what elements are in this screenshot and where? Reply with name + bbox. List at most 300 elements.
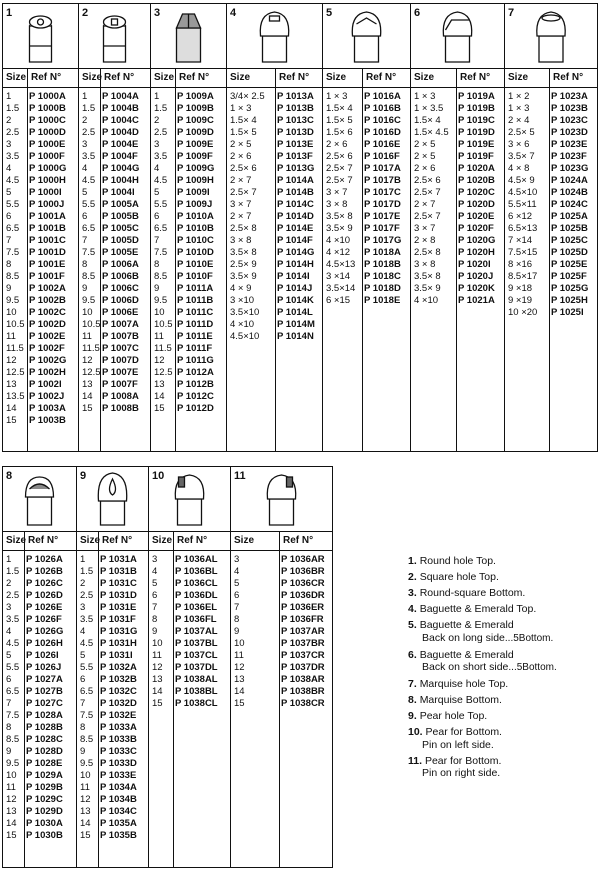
size-cell: 13: [80, 806, 91, 817]
ref-cell: P 1000A: [29, 91, 66, 102]
ref-cell: P 1030A: [26, 818, 63, 829]
shape-illustration: [227, 4, 322, 68]
table-row: [227, 199, 322, 211]
ref-cell: P 1001E: [29, 259, 66, 270]
table-row: [79, 355, 150, 367]
shape-column-10: [149, 467, 231, 867]
size-cell: 2 × 4: [508, 115, 530, 126]
table-row: [323, 103, 410, 115]
table-row: [3, 403, 78, 415]
ref-cell: P 1025F: [551, 271, 587, 282]
table-row: [79, 379, 150, 391]
size-cell: 12: [80, 794, 91, 805]
ref-cell: P 1014G: [277, 247, 315, 258]
size-cell: 3 × 7: [230, 199, 252, 210]
table-row: [505, 247, 597, 259]
table-row: [151, 367, 226, 379]
size-cell: 14: [6, 403, 17, 414]
table-row: [323, 259, 410, 271]
table-row: [151, 283, 226, 295]
size-header: Size: [152, 535, 173, 546]
table-row: [77, 626, 148, 638]
legend-number: 8.: [408, 694, 417, 706]
legend-text: Marquise Bottom.: [419, 694, 502, 706]
ref-cell: P 1000D: [29, 127, 66, 138]
legend-number: 6.: [408, 648, 417, 661]
size-ref-list: [151, 91, 226, 415]
ref-cell: P 1009A: [177, 91, 214, 102]
size-cell: 5: [82, 187, 88, 198]
table-row: [323, 127, 410, 139]
table-row: [151, 403, 226, 415]
table-row: [231, 566, 332, 578]
table-row: [3, 710, 76, 722]
ref-cell: P 1026E: [26, 602, 63, 613]
size-cell: 11: [82, 331, 92, 342]
shape-column-3: [151, 4, 227, 451]
size-cell: 9.5: [154, 295, 168, 306]
size-cell: 10.5: [82, 319, 101, 330]
table-row: [77, 698, 148, 710]
ref-cell: P 1010A: [177, 211, 214, 222]
ref-cell: P 1019D: [458, 127, 495, 138]
table-row: [3, 247, 78, 259]
size-cell: 9: [154, 283, 160, 294]
ref-cell: P 1006B: [102, 271, 139, 282]
ref-cell: P 1007C: [102, 343, 139, 354]
ref-cell: P 1011F: [177, 343, 213, 354]
size-cell: 9: [6, 283, 12, 294]
size-cell: 6.5: [80, 686, 94, 697]
table-row: [151, 115, 226, 127]
table-row: [149, 554, 230, 566]
ref-cell: P 1026J: [26, 662, 62, 673]
table-row: [77, 770, 148, 782]
size-cell: 9: [234, 626, 240, 637]
ref-cell: P 1033E: [100, 770, 137, 781]
size-cell: 4: [234, 566, 240, 577]
ref-cell: P 1017F: [364, 223, 400, 234]
legend-item: [408, 649, 598, 675]
table-row: [151, 151, 226, 163]
ref-cell: P 1005A: [102, 199, 139, 210]
table-row: [149, 686, 230, 698]
table-row: [3, 367, 78, 379]
table-row: [323, 175, 410, 187]
size-cell: 2.5× 7: [326, 163, 353, 174]
table-row: [79, 103, 150, 115]
legend-text-line2: Pin on left side.: [422, 738, 494, 751]
ref-cell: P 1016C: [364, 115, 401, 126]
size-cell: 3: [6, 602, 12, 613]
size-cell: 3 ×10: [230, 295, 255, 306]
legend-item: [408, 619, 598, 645]
table-row: [79, 319, 150, 331]
size-cell: 4.5: [154, 175, 168, 186]
ref-cell: P 1016F: [364, 151, 400, 162]
ref-cell: P 1010C: [177, 235, 214, 246]
table-row: [151, 247, 226, 259]
table-row: [3, 259, 78, 271]
size-ref-list: [3, 91, 78, 427]
legend-item: [408, 603, 598, 616]
table-row: [323, 115, 410, 127]
shape-illustration: [151, 4, 226, 68]
ref-cell: P 1025C: [551, 235, 588, 246]
ref-cell: P 1031H: [100, 638, 137, 649]
ref-cell: P 1012D: [177, 403, 214, 414]
size-cell: 1.5× 5: [230, 127, 257, 138]
table-row: [3, 331, 78, 343]
table-row: [77, 830, 148, 842]
ref-header: Ref N°: [553, 72, 584, 83]
size-header: Size: [234, 535, 255, 546]
ref-cell: P 1012A: [177, 367, 214, 378]
ref-cell: P 1002I: [29, 379, 62, 390]
size-cell: 11: [6, 782, 16, 793]
size-cell: 8: [152, 614, 158, 625]
ref-cell: P 1005E: [102, 247, 139, 258]
size-cell: 12.5: [82, 367, 101, 378]
size-cell: 4 × 9: [230, 283, 252, 294]
legend-number: 1.: [408, 555, 417, 567]
ref-cell: P 1017C: [364, 187, 401, 198]
size-cell: 2.5: [80, 590, 94, 601]
table-row: [3, 127, 78, 139]
size-cell: 1.5× 4.5: [414, 127, 449, 138]
table-row: [227, 151, 322, 163]
table-row: [411, 163, 504, 175]
size-cell: 3: [154, 139, 160, 150]
table-row: [151, 91, 226, 103]
size-cell: 2 × 6: [326, 139, 348, 150]
ref-cell: P 1016B: [364, 103, 401, 114]
table-row: [3, 319, 78, 331]
size-cell: 8: [234, 614, 240, 625]
legend-text: Baguette & Emerald: [419, 619, 514, 631]
table-row: [149, 662, 230, 674]
ref-header: Ref N°: [460, 72, 491, 83]
table-row: [505, 223, 597, 235]
table-row: [323, 199, 410, 211]
size-cell: 1 × 3: [230, 103, 252, 114]
size-cell: 4.5× 9: [508, 175, 535, 186]
table-row: [77, 554, 148, 566]
size-header: Size: [6, 535, 27, 546]
ref-cell: P 1020J: [458, 271, 494, 282]
size-cell: 3.5: [80, 614, 94, 625]
ref-cell: P 1013E: [277, 139, 314, 150]
size-cell: 4: [152, 566, 158, 577]
die-shape-1-icon: [3, 4, 78, 68]
legend-text-line2: Pin on right side.: [422, 767, 501, 779]
size-cell: 11: [152, 650, 162, 661]
table-row: [151, 379, 226, 391]
ref-header: Ref N°: [179, 72, 210, 83]
table-row: [227, 235, 322, 247]
ref-cell: P 1005D: [102, 235, 139, 246]
die-shape-9-icon: [77, 467, 148, 531]
table-row: [227, 319, 322, 331]
ref-cell: P 1036CR: [281, 578, 325, 589]
size-header: Size: [326, 72, 347, 83]
table-row: [227, 127, 322, 139]
size-cell: 3.5×14: [326, 283, 356, 294]
ref-cell: P 1011C: [177, 307, 214, 318]
size-cell: 9 ×18: [508, 283, 533, 294]
table-row: [411, 175, 504, 187]
size-cell: 10: [82, 307, 93, 318]
size-cell: 13: [234, 674, 245, 685]
table-row: [227, 175, 322, 187]
size-ref-list: [411, 91, 504, 307]
table-row: [149, 638, 230, 650]
legend-text: Pear for Bottom.: [424, 754, 502, 767]
table-row: [79, 199, 150, 211]
ref-cell: P 1011B: [177, 295, 214, 306]
size-cell: 3 × 8: [230, 235, 252, 246]
size-cell: 3 × 6: [508, 139, 530, 150]
table-row: [231, 614, 332, 626]
size-cell: 2.5× 7: [230, 187, 257, 198]
size-cell: 15: [152, 698, 163, 709]
ref-cell: P 1034B: [100, 794, 137, 805]
size-cell: 7: [6, 235, 12, 246]
size-cell: 1.5: [82, 103, 96, 114]
size-cell: 10: [154, 307, 165, 318]
table-row: [231, 590, 332, 602]
table-row: [227, 139, 322, 151]
shape-column-2: [79, 4, 151, 451]
ref-cell: P 1026B: [26, 566, 63, 577]
size-ref-list: [227, 91, 322, 343]
size-cell: 1.5: [6, 103, 20, 114]
column-header: [3, 68, 78, 88]
ref-cell: P 1014D: [277, 211, 314, 222]
table-row: [149, 566, 230, 578]
ref-cell: P 1023D: [551, 127, 588, 138]
ref-cell: P 1014C: [277, 199, 314, 210]
table-row: [79, 139, 150, 151]
size-header: Size: [508, 72, 529, 83]
table-row: [323, 247, 410, 259]
ref-cell: P 1038AL: [175, 674, 218, 685]
table-row: [3, 602, 76, 614]
table-row: [505, 115, 597, 127]
ref-cell: P 1001D: [29, 247, 66, 258]
size-cell: 8.5: [154, 271, 168, 282]
table-row: [227, 283, 322, 295]
shape-illustration: [323, 4, 410, 68]
table-row: [411, 127, 504, 139]
size-cell: 7: [234, 602, 240, 613]
column-header: [231, 531, 332, 551]
ref-cell: P 1009B: [177, 103, 214, 114]
size-cell: 15: [82, 403, 93, 414]
ref-cell: P 1017G: [364, 235, 402, 246]
shape-illustration: [231, 467, 332, 531]
size-cell: 10: [234, 638, 245, 649]
shape-illustration: [79, 4, 150, 68]
size-cell: 1.5: [80, 566, 94, 577]
ref-cell: P 1004A: [102, 91, 139, 102]
ref-cell: P 1017E: [364, 211, 401, 222]
size-cell: 2.5× 7: [414, 211, 441, 222]
size-cell: 1 × 3.5: [414, 103, 444, 114]
size-cell: 3.5× 9: [326, 223, 353, 234]
ref-cell: P 1028B: [26, 722, 63, 733]
table-row: [231, 554, 332, 566]
ref-cell: P 1011D: [177, 319, 214, 330]
table-row: [79, 187, 150, 199]
table-row: [505, 127, 597, 139]
ref-cell: P 1032E: [100, 710, 137, 721]
shape-number: 9: [80, 470, 87, 482]
shape-column-5: [323, 4, 411, 451]
size-cell: 12: [6, 794, 17, 805]
size-cell: 2 × 5: [414, 139, 436, 150]
size-cell: 1.5× 4: [230, 115, 257, 126]
table-row: [323, 211, 410, 223]
table-row: [3, 698, 76, 710]
ref-cell: P 1009E: [177, 139, 214, 150]
die-shape-3-icon: [151, 4, 226, 68]
size-cell: 6: [154, 211, 160, 222]
table-row: [3, 355, 78, 367]
size-cell: 11: [80, 782, 90, 793]
ref-cell: P 1020F: [458, 223, 494, 234]
ref-cell: P 1008A: [102, 391, 139, 402]
ref-cell: P 1023E: [551, 139, 588, 150]
size-cell: 3.5: [154, 151, 168, 162]
size-header: Size: [80, 535, 101, 546]
table-row: [3, 391, 78, 403]
ref-cell: P 1025H: [551, 295, 588, 306]
table-row: [231, 602, 332, 614]
ref-cell: P 1004D: [102, 127, 139, 138]
ref-cell: P 1028D: [26, 746, 63, 757]
size-cell: 10: [6, 307, 17, 318]
ref-cell: P 1020B: [458, 175, 495, 186]
ref-cell: P 1020I: [458, 259, 491, 270]
size-cell: 2 × 6: [230, 151, 252, 162]
size-cell: 7: [154, 235, 160, 246]
size-cell: 11.5: [6, 343, 24, 354]
table-row: [3, 103, 78, 115]
size-cell: 15: [6, 415, 17, 426]
table-row: [3, 674, 76, 686]
ref-cell: P 1029C: [26, 794, 63, 805]
ref-cell: P 1004B: [102, 103, 139, 114]
size-cell: 10: [6, 770, 17, 781]
size-cell: 13: [6, 806, 17, 817]
legend-suffix: ...5Bottom.: [504, 632, 554, 644]
size-cell: 2 × 6: [414, 163, 436, 174]
table-row: [231, 686, 332, 698]
size-cell: 1.5× 5: [326, 115, 353, 126]
size-cell: 2.5× 9: [230, 259, 257, 270]
size-ref-list: [3, 554, 76, 842]
ref-cell: P 1013G: [277, 163, 315, 174]
size-cell: 6.5: [6, 686, 20, 697]
size-cell: 8.5: [80, 734, 94, 745]
size-cell: 11: [234, 650, 244, 661]
ref-cell: P 1036DR: [281, 590, 325, 601]
ref-cell: P 1009J: [177, 199, 213, 210]
ref-cell: P 1004E: [102, 139, 139, 150]
size-cell: 4: [82, 163, 88, 174]
table-row: [151, 211, 226, 223]
table-row: [227, 223, 322, 235]
ref-cell: P 1018A: [364, 247, 401, 258]
table-row: [323, 91, 410, 103]
table-row: [79, 295, 150, 307]
column-header: [79, 68, 150, 88]
shape-legend: [408, 555, 598, 783]
table-row: [323, 283, 410, 295]
ref-cell: P 1009H: [177, 175, 214, 186]
ref-cell: P 1014H: [277, 259, 314, 270]
size-cell: 4.5×13: [326, 259, 356, 270]
size-cell: 7.5×15: [508, 247, 538, 258]
ref-cell: P 1024C: [551, 199, 588, 210]
size-cell: 4.5×10: [230, 331, 260, 342]
shape-column-6: [411, 4, 505, 451]
size-cell: 13: [82, 379, 93, 390]
column-header: [3, 531, 76, 551]
table-row: [3, 415, 78, 427]
ref-cell: P 1019C: [458, 115, 495, 126]
ref-cell: P 1037DR: [281, 662, 325, 673]
table-row: [151, 295, 226, 307]
size-cell: 4 ×10: [326, 235, 351, 246]
size-cell: 6 ×12: [508, 211, 533, 222]
table-row: [227, 91, 322, 103]
size-cell: 3: [152, 554, 158, 565]
table-row: [149, 626, 230, 638]
ref-header: Ref N°: [102, 535, 133, 546]
size-cell: 3.5× 9: [414, 283, 441, 294]
ref-header: Ref N°: [283, 535, 314, 546]
ref-cell: P 1014L: [277, 307, 313, 318]
ref-cell: P 1001A: [29, 211, 66, 222]
shape-number: 6: [414, 7, 421, 19]
table-row: [411, 151, 504, 163]
ref-header: Ref N°: [177, 535, 208, 546]
size-cell: 10: [80, 770, 91, 781]
size-cell: 2: [80, 578, 86, 589]
table-row: [151, 331, 226, 343]
size-cell: 8.5: [6, 271, 20, 282]
table-row: [227, 271, 322, 283]
size-cell: 2.5: [154, 127, 168, 138]
table-row: [77, 758, 148, 770]
size-cell: 11.5: [154, 343, 172, 354]
table-row: [79, 115, 150, 127]
ref-header: Ref N°: [28, 535, 59, 546]
table-row: [3, 770, 76, 782]
ref-cell: P 1013A: [277, 91, 314, 102]
size-cell: 8: [82, 259, 88, 270]
ref-cell: P 1032A: [100, 662, 137, 673]
ref-cell: P 1035B: [100, 830, 137, 841]
table-row: [227, 103, 322, 115]
ref-cell: P 1010F: [177, 271, 213, 282]
size-cell: 9: [152, 626, 158, 637]
table-row: [79, 331, 150, 343]
table-row: [411, 271, 504, 283]
ref-cell: P 1002E: [29, 331, 66, 342]
